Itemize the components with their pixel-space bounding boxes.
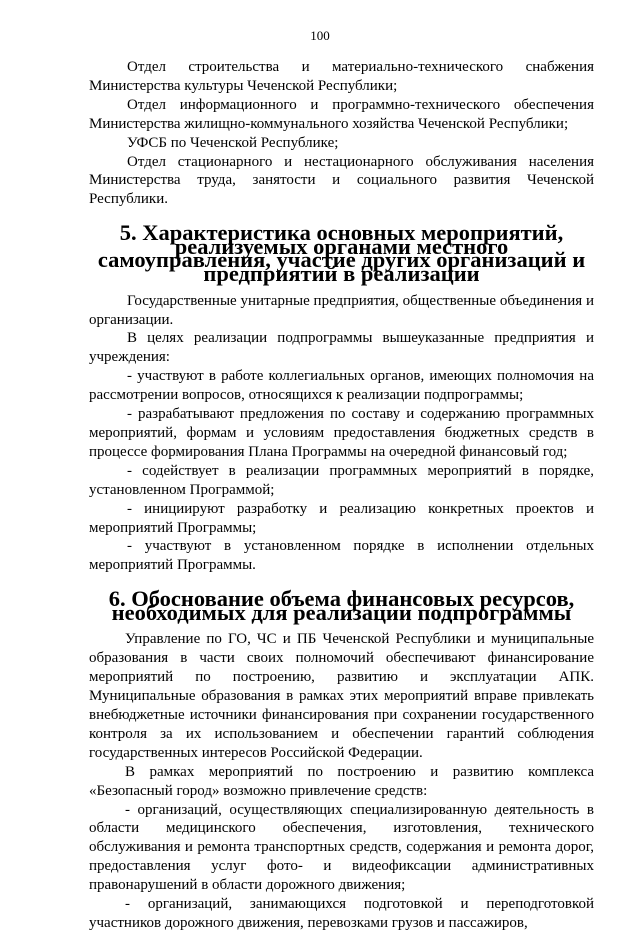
section-5-intro: В целях реализации подпрограммы вышеуказанные предприятия и учреждения: xyxy=(89,330,594,366)
list-item: - содействует в реализации программных мероприятий в порядке, установленном Программой; xyxy=(89,462,594,498)
list-item: - организаций, занимающихся подготовкой и переподготовкой участников дорожного движения, перевозками грузов и пассажиров, xyxy=(89,896,594,931)
section-5-heading: 5. Характеристика основных мероприятий, реализуемых органами местного самоуправления, участие других организаций и предприятий в реализации xyxy=(97,220,586,287)
list-item: Отдел строительства и материально-технического снабжения Министерства культуры Чеченской Республики; xyxy=(89,59,594,94)
list-item: Отдел информационного и программно-технического обеспечения Министерства жилищно-коммунального хозяйства Чеченской Республики; xyxy=(89,96,594,132)
section-6-paragraph: Управление по ГО, ЧС и ПБ Чеченской Республики и муниципальные образования в части своих полномочий обеспечивают финансирование мероприятий по построению, развитию и эксплуатации АПК. Муниципальные образования в рамках этих мероприятий вправе привлекать внебюджетные источники финансирования при сохранении государственного контроля за их использованием и обеспечении гарантий соблюдения государственных интересов Российской Федерации. xyxy=(89,631,594,761)
section-6-heading: 6. Обоснование объема финансовых ресурсов, необходимых для реализации подпрограммы xyxy=(108,586,575,625)
list-item: - участвуют в установленном порядке в исполнении отдельных мероприятий Программы. xyxy=(89,538,594,574)
list-item: - организаций, осуществляющих специализированную деятельность в области медицинского обеспечения, изготовления, технического обслуживания и ремонта транспортных средств, содержания и ремонта дорог, предоставления услуг фото- и видеофиксации административных правонарушений в области дорожного движения; xyxy=(89,801,594,894)
page-number: 100 xyxy=(310,28,330,43)
page-content xyxy=(89,58,594,933)
list-item: Отдел стационарного и нестационарного обслуживания населения Министерства труда, занятости и социального развития Чеченской Республики. xyxy=(89,153,594,208)
list-item: - участвуют в работе коллегиальных органов, имеющих полномочия на рассмотрении вопросов, относящихся к реализации подпрограммы; xyxy=(89,368,594,404)
section-6-paragraph: В рамках мероприятий по построению и развитию комплекса «Безопасный город» возможно привлечение средств: xyxy=(89,763,594,799)
section-5-intro: Государственные унитарные предприятия, общественные объединения и организации. xyxy=(89,292,594,328)
list-item: УФСБ по Чеченской Республике; xyxy=(127,134,339,151)
list-item: - разрабатывают предложения по составу и содержанию программных мероприятий, формам и условиям предоставления бюджетных средств в процессе формирования Плана Программы на очередной финансовый год; xyxy=(89,406,594,460)
list-item: - инициируют разработку и реализацию конкретных проектов и мероприятий Программы; xyxy=(89,500,594,536)
